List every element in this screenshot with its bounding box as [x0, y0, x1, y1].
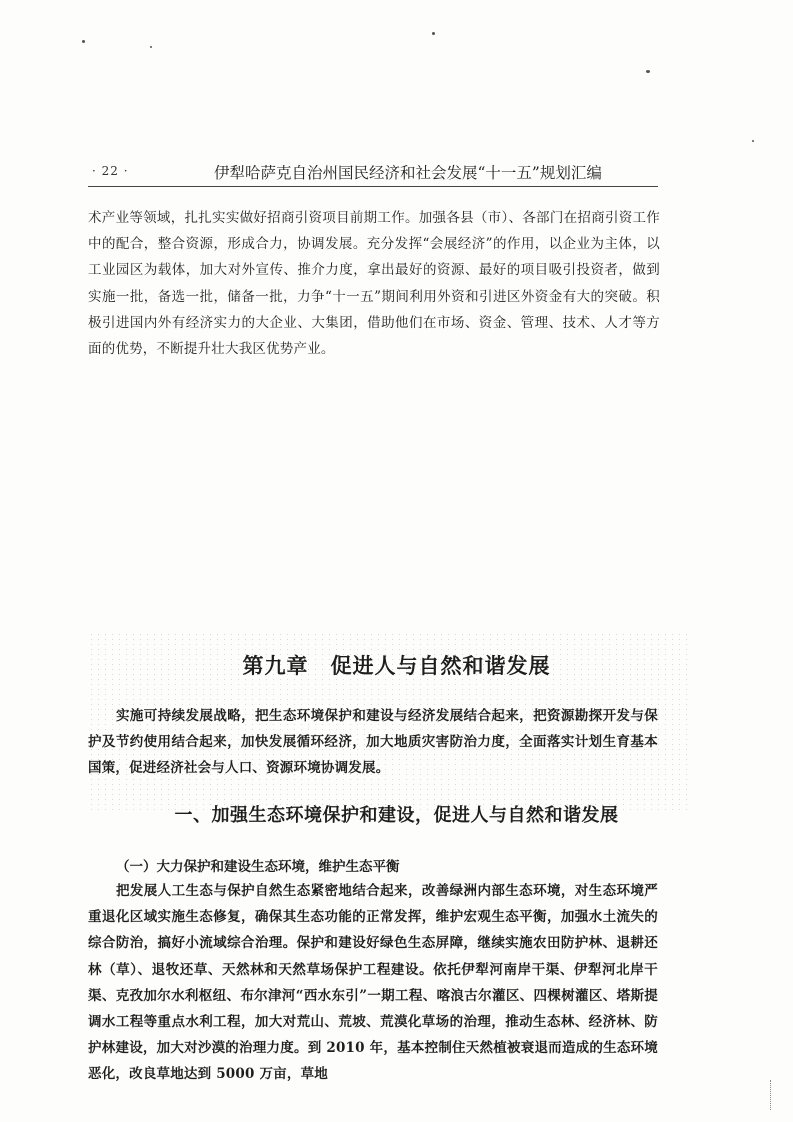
header-rule [88, 186, 658, 187]
scan-speck [82, 40, 85, 43]
subsection-paragraph: 把发展人工生态与保护自然生态紧密地结合起来，改善绿洲内部生态环境，对生态环境严重退化区域实施生态修复，确保其生态功能的正常发挥，维护宏观生态平衡，加强水土流失的综合防治，搞好小流域综合治理。保护和建设好绿色生态屏障，继续实施农田防护林、退耕还林（草）、退牧还草、天然林和天然草场保护工程建设。依托伊犁河南岸干渠、伊犁河北岸干渠、克孜加尔水利枢纽、布尔津河“西水东引”一期工程、喀浪古尔灌区、四棵树灌区、塔斯提调水工程等重点水利工程，加大对荒山、荒坡、荒漠化草场的治理，推动生态林、经济林、防护林建设，加大对沙漠的治理力度。到 2010 年，基本控制住天然植被衰退而造成的生态环境恶化，改良草地达到 5000 万亩，草地 [88, 883, 658, 1083]
section-title: 一、加强生态环境保护和建设，促进人与自然和谐发展 [174, 805, 619, 826]
page-header [88, 160, 656, 184]
scan-speck [150, 46, 152, 48]
scan-edge-mark [770, 1080, 777, 1110]
scan-speck [646, 70, 650, 73]
chapter-intro-paragraph: 实施可持续发展战略，把生态环境保护和建设与经济发展结合起来，把资源勘探开发与保护及节约使用结合起来，加快发展循环经济，加大地质灾害防治力度，全面落实计划生育基本国策，促进经济社会与人口、资源环境协调发展。 [88, 708, 658, 777]
scan-speck [432, 32, 435, 35]
continued-paragraph: 术产业等领域，扎扎实实做好招商引资项目前期工作。加强各县（市）、各部门在招商引资工作中的配合，整合资源，形成合力，协调发展。充分发挥“会展经济”的作用，以企业为主体，以工业园区为载体，加大对外宣传、推介力度，拿出最好的资源、最好的项目吸引投资者，做到实施一批，备选一批，储备一批，力争“十一五”期间利用外资和引进区外资金有大的突破。积极引进国内外有经济实力的大企业、大集团，借助他们在市场、资金、管理、技术、人才等方面的优势，不断提升壮大我区优势产业。 [88, 210, 660, 358]
page-number: · 22 · [92, 164, 129, 178]
running-title: 伊犁哈萨克自治州国民经济和社会发展“十一五”规划汇编 [214, 164, 602, 182]
scan-speck [752, 140, 754, 142]
subsection-title: （一）大力保护和建设生态环境，维护生态平衡 [116, 859, 400, 875]
chapter-title: 第九章 促进人与自然和谐发展 [242, 653, 551, 678]
